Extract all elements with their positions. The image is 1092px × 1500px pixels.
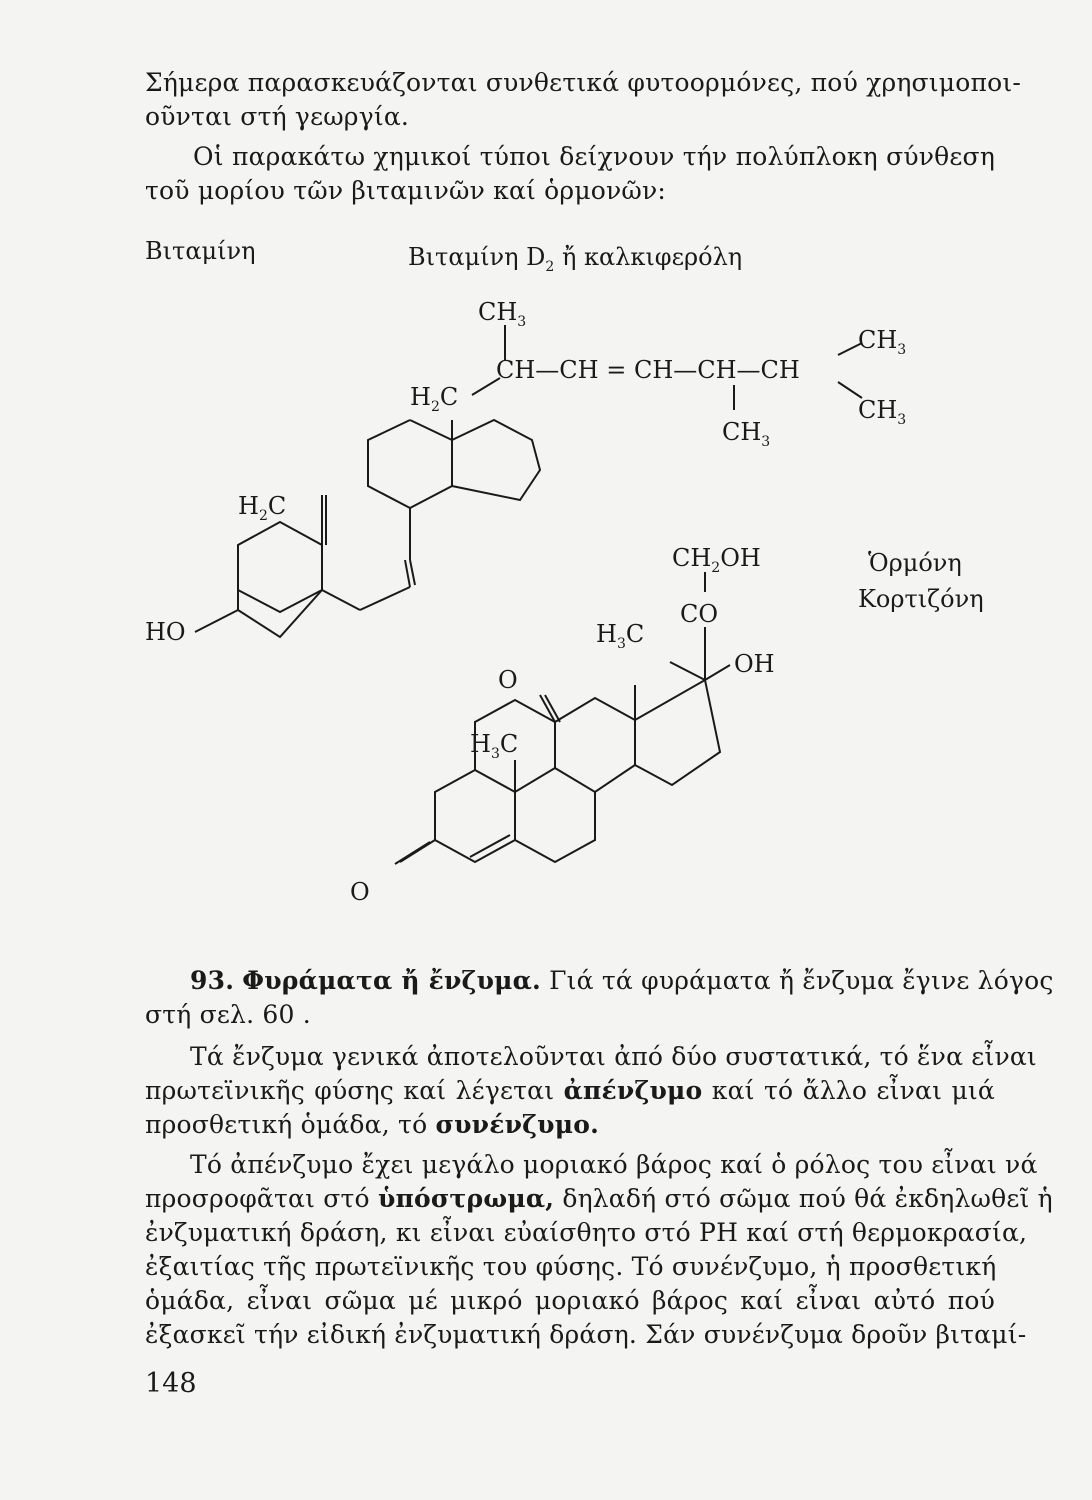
para2-line-2: προσροφᾶται στό ὑπόστρωμα, δηλαδή στό σῶμα πού θά ἐκδηλωθεῖ ἡ (145, 1184, 1053, 1213)
para1-line-2: πρωτεϊνικῆς φύσης καί λέγεται ἀπένζυμο καί τό ἄλλο εἶναι μιά (145, 1076, 995, 1105)
atom-ch3-right-top: $CH_3$ (858, 326, 907, 358)
intro-line-3: Οἱ παρακάτω χημικοί τύποι δείχνουν τήν πολύπλοκη σύνθεση (193, 142, 995, 171)
atom-h2c-upper: $H_2C$ (410, 383, 459, 415)
intro-line-4: τοῦ μορίου τῶν βιταμινῶν καί ὁρμονῶν: (145, 176, 667, 205)
intro-line-2: οῦνται στή γεωργία. (145, 102, 410, 131)
para2-line-4: ἐξαιτίας τῆς πρωτεϊνικῆς του φύσης. Τό συνένζυμο, ἡ προσθετική (145, 1252, 997, 1281)
atom-ch2oh: $CH_2OH$ (672, 544, 761, 576)
atom-side-chain: CH—CH = CH—CH—CH (496, 356, 800, 384)
atom-ch3-right-bottom: $CH_3$ (858, 396, 907, 428)
section-heading-line: 93. Φυράματα ἤ ἔνζυμα. Γιά τά φυράματα ἤ ἔνζυμα ἔγινε λόγος (190, 966, 1054, 995)
para1-line-1: Τά ἔνζυμα γενικά ἀποτελοῦνται ἀπό δύο συστατικά, τό ἕνα εἶναι (190, 1042, 1037, 1071)
atom-oh: OH (734, 650, 775, 678)
section-line-2: στή σελ. 60 . (145, 1000, 311, 1029)
atom-h3c-upper: $H_3C$ (596, 620, 645, 652)
atom-o-ring: O (350, 878, 370, 906)
atom-o-keto: O (498, 666, 518, 694)
atom-ho: HO (145, 618, 186, 646)
para2-line-6: ἐξασκεῖ τήν εἰδική ἐνζυματική δράση. Σάν συνένζυμα δροῦν βιταμί- (145, 1320, 1027, 1349)
para1-line-3: προσθετική ὁμάδα, τό συνένζυμο. (145, 1110, 599, 1139)
atom-h3c-lower: $H_3C$ (470, 730, 519, 762)
label-cortisone: Κορτιζόνη (858, 585, 984, 613)
para2-line-5: ὁμάδα, εἶναι σῶμα μέ μικρό μοριακό βάρος καί εἶναι αὐτό πού (145, 1286, 995, 1315)
intro-line-1: Σήμερα παρασκευάζονται συνθετικά φυτοορμόνες, πού χρησιμοποι- (145, 68, 1022, 97)
page-number: 148 (145, 1368, 197, 1399)
atom-ch3-mid: $CH_3$ (722, 418, 771, 450)
label-vitamin-d2: Βιταμίνη $D_2$ ἤ καλκιφερόλη (408, 243, 743, 275)
para2-line-3: ἐνζυματική δράση, κι εἶναι εὐαίσθητο στό PH καί στή θερμοκρασία, (145, 1218, 1028, 1247)
label-vitamin: Βιταμίνη (145, 237, 256, 265)
label-hormone: Ὁρμόνη (868, 549, 962, 577)
atom-h2c-lower: $H_2C$ (238, 492, 287, 524)
para2-line-1: Τό ἀπένζυμο ἔχει μεγάλο μοριακό βάρος καί ὁ ρόλος του εἶναι νά (190, 1150, 1038, 1179)
atom-co: CO (680, 600, 719, 628)
atom-ch3-top: $CH_3$ (478, 298, 527, 330)
